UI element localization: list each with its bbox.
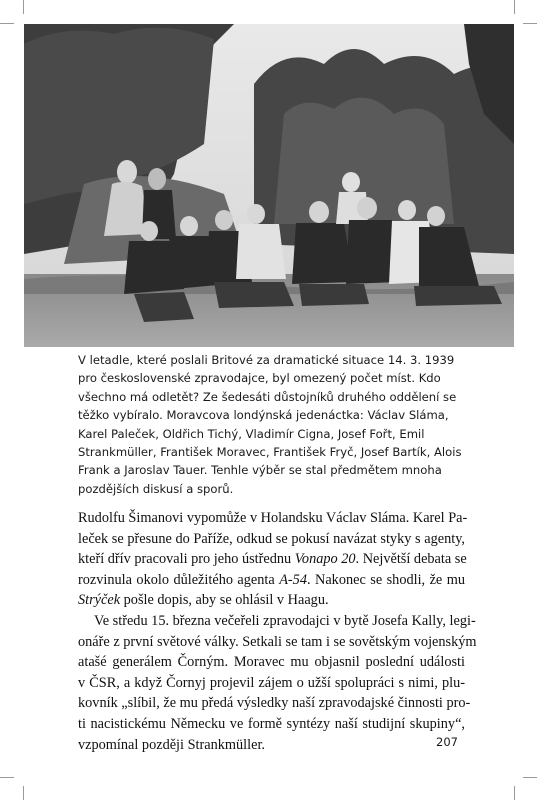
caption-line: pro československé zpravodajce, byl omezený počet míst. Kdo (78, 371, 441, 386)
body-line (78, 570, 465, 591)
crop-mark-top-left (23, 0, 24, 14)
caption-line: Karel Paleček, Oldřich Tichý, Vladimír Cigna, Josef Fořt, Emil (78, 426, 425, 441)
body-line: Rudolfu Šimanovi vypomůže v Holandsku Václav Sláma. Karel Pa- (78, 510, 468, 526)
body-line (78, 549, 465, 570)
body-line: onáře z první světové války. Setkali se tam i se sovětským vojenským (78, 633, 477, 650)
text-run: rozvinula okolo důležitého agenta (78, 571, 280, 588)
body-text (78, 508, 477, 755)
italic-term: Vonapo 20 (294, 551, 356, 568)
body-line: ti nacistickému Německu ve formě syntézy naší studijní skupiny“, (78, 715, 465, 732)
caption-line: těžko vybíralo. Moravcova londýnská jedenáctka: Václav Sláma, (78, 408, 449, 423)
italic-term: Strýček (78, 592, 121, 609)
page-number: 207 (436, 735, 458, 749)
text-run: . Největší debata se (355, 551, 467, 568)
crop-mark-bottom-right (514, 786, 515, 800)
photo-caption (78, 351, 498, 498)
crop-mark-top-right (514, 0, 515, 14)
body-line: atašé generálem Čorným. Moravec mu objasnil poslední události (78, 654, 465, 671)
text-run: kteří dřív pracovali pro jeho ústřednu (78, 551, 295, 568)
caption-line: Strankmüller, František Moravec, František Fryč, Josef Bartík, Alois (78, 445, 462, 460)
caption-line: pozdějších diskusí a sporů. (78, 481, 234, 496)
text-run: . Nakonec se shodli, že mu (306, 571, 465, 588)
body-line: leček se přesune do Paříže, odkud se pokusí navázat styky s agenty, (78, 530, 465, 547)
body-line: v ČSR, a když Čornyj projevil zájem o užší spolupráci s nimi, plu- (78, 674, 465, 691)
crop-mark-bottom-left-h (0, 777, 14, 778)
caption-line: všechno má odletět? Ze šedesáti důstojníků druhého oddělení se (78, 389, 457, 404)
crop-mark-top-right-h (523, 23, 537, 24)
crop-mark-bottom-left (23, 786, 24, 800)
paragraph-1 (78, 508, 468, 611)
italic-term: A-54 (279, 571, 307, 588)
group-photo (24, 24, 514, 347)
body-line: Ve středu 15. března večeřeli zpravodajci v bytě Josefa Kally, legi- (94, 612, 476, 629)
crop-mark-bottom-right-h (523, 777, 537, 778)
body-line (78, 590, 465, 611)
body-line: vzpomínal později Strankmüller. (78, 736, 266, 753)
caption-line: Frank a Jaroslav Tauer. Tenhle výběr se stal předmětem mnoha (78, 463, 442, 478)
paragraph-2 (78, 611, 477, 755)
crop-mark-top-left-h (0, 23, 14, 24)
group-photo-icon (24, 24, 514, 347)
caption-line: V letadle, které poslali Britové za dramatické situace 14. 3. 1939 (78, 353, 455, 367)
body-line: kovník „slíbil, že mu předá výsledky naší zpravodajské činnosti pro- (78, 695, 471, 712)
text-run: pošle dopis, aby se ohlásil v Haagu. (120, 592, 329, 609)
